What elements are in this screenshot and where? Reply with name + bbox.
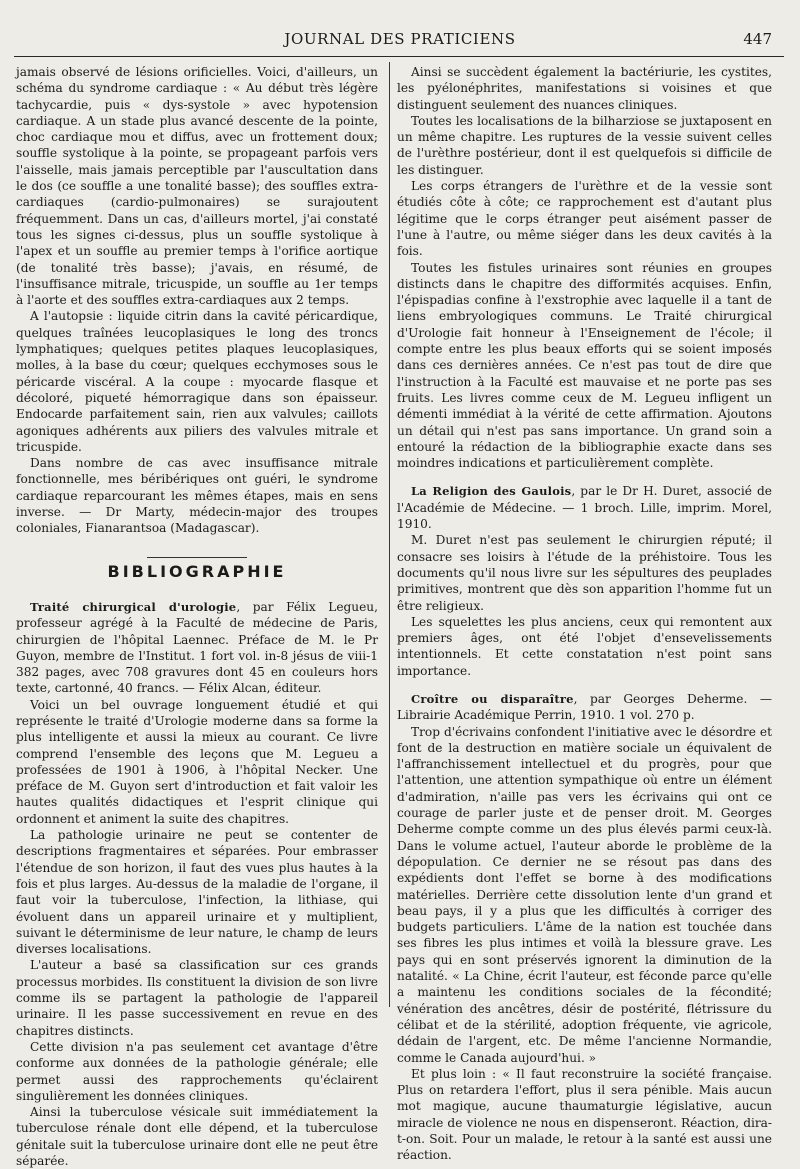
paragraph: Les corps étrangers de l'urèthre et de la vessie sont étudiés côte à côte; ce rapprochement est d'autant plus légitime que le corps étranger peut aisément passer de l'une à l'autre, ou même siéger dans les deux cavités à la fois. [397, 179, 772, 259]
book-entry [397, 691, 772, 724]
page-number: 447 [743, 30, 772, 48]
running-title: JOURNAL DES PRATICIENS [284, 30, 516, 48]
paragraph: Et plus loin : « Il faut reconstruire la société française. Plus on retardera l'effort, plus il sera pénible. Mais aucun mot magique, aucune thaumaturgie législative, aucun miracle de violence ne nous en dispenseront. Réaction, dira-t-on. Soit. Pour un malade, le retour à la santé est aussi une réaction. [397, 1066, 772, 1163]
paragraph: jamais observé de lésions orificielles. Voici, d'ailleurs, un schéma du syndrome cardiaque : « Au début très légère tachycardie, puis « dys-systole » avec hypotension cardiaque. A un stade plus avancé descente de la pointe, choc cardiaque mou et diffus, avec un frottement doux; souffle systolique à la pointe, se propageant parfois vers l'aisselle, mais jamais perceptible par l'auscultation dans le dos (ce souffle a une tonalité basse); des souffles extra-cardiaques (cardio-pulmonaires) se surajoutent fréquemment. Dans un cas, d'ailleurs mortel, j'ai constaté tous les signes ci-dessus, plus un souffle systolique à l'apex et un souffle au premier temps à l'orifice aortique (de tonalité très basse); j'avais, en résumé, de l'insuffisance mitrale, tricuspide, un souffle au 1er temps à l'aorte et des souffles extra-cardiaques aux 2 temps. [16, 65, 378, 308]
book-title: La Religion des Gaulois [411, 484, 572, 499]
paragraph: Toutes les fistules urinaires sont réunies en groupes distincts dans le chapitre des difformités acquises. Enfin, l'épispadias confine à l'exstrophie avec laquelle il a tant de liens embryologiques communs. Le Traité chirurgical d'Urologie fait honneur à l'Enseignement de l'école; il compte entre les plus beaux efforts qui se soient imposés dans ces dernières années. Ce n'est pas tout de dire que l'instruction à la Faculté est mauvaise et ne porte pas ses fruits. Les livres comme ceux de M. Legueu infligent un démenti immédiat à la vérité de cette affirmation. Ajoutons un détail qui n'est pas sans importance. Un grand soin a entouré la rédaction de la bibliographie exacte dans ses moindres indications et particulièrement complète. [397, 260, 772, 471]
paragraph: Dans nombre de cas avec insuffisance mitrale fonctionnelle, mes béribériques ont guéri, le syndrome cardiaque reparcourant les mêmes étapes, mais en sens inverse. — Dr Marty, médecin-major des troupes coloniales, Fianarantsoa (Madagascar). [16, 456, 378, 536]
paragraph: Ainsi se succèdent également la bactériurie, les cystites, les pyélonéphrites, manifestations si voisines et que distinguent seulement des nuances cliniques. [397, 65, 772, 112]
book-title: Croître ou disparaître [411, 691, 574, 706]
paragraph: Toutes les localisations de la bilharziose se juxtaposent en un même chapitre. Les ruptures de la vessie suivent celles de l'urèthre postérieur, dont il est quelquefois si difficile de les distinguer. [397, 113, 772, 177]
paragraph: M. Duret n'est pas seulement le chirurgien réputé; il consacre ses loisirs à l'étude de la préhistoire. Tous les documents qu'il nous livre sur les sépultures des peuplades primitives, montrent que dès son apparition l'homme fut un être religieux. [397, 533, 772, 613]
bibliography-heading: BIBLIOGRAPHIE [107, 561, 287, 581]
paragraph: L'auteur a basé sa classification sur ces grands processus morbides. Ils constituent la division de son livre comme ils se partagent la pathologie de l'appareil urinaire. Il les passe successivement en revue en des chapitres distincts. [16, 958, 378, 1038]
book-byline: , par Georges Deherme. — Librairie Académique Perrin, 1910. 1 vol. 270 p. [397, 691, 772, 723]
book-byline: , par le Dr H. Duret, associé de l'Académie de Médecine. — 1 broch. Lille, imprim. Morel, 1910. [397, 484, 772, 532]
paragraph: Voici un bel ouvrage longuement étudié et qui représente le traité d'Urologie moderne dans sa forme la plus intelligente et aussi la mieux au courant. Ce livre comprend l'ensemble des leçons que M. Legueu a professées de 1901 à 1906, à l'hôpital Necker. Une préface de M. Guyon sert d'introduction et fait valoir les hautes qualités didactiques et l'esprit clinique qui ordonnent et animent la suite des chapitres. [16, 697, 378, 826]
bibliography-heading-block [16, 557, 378, 581]
right-column [397, 64, 772, 1164]
book-entry [397, 483, 772, 532]
book-title: Traité chirurgical d'urologie [30, 599, 237, 614]
paragraph: Trop d'écrivains confondent l'initiative avec le désordre et font de la destruction en matière sociale un équivalent de l'affranchissement intellectuel et du progrès, pour que l'attention, une attention sympathique où entre un élément d'admiration, n'aille pas vers les écrivains qui ont ce courage de parler juste et de penser droit. M. Georges Deherme compte comme un des plus élevés parmi ceux-là. Dans le volume actuel, l'auteur aborde le problème de la dépopulation. Ce dernier ne se résout pas dans des expédients dont l'effet se borne à des modifications matérielles. Derrière cette dissolution lente d'un grand et beau pays, il y a plus que les difficultés à corriger des budgets particuliers. L'âme de la nation est touchée dans ses fibres les plus intimes et voilà la blessure grave. Les pays qui en sont préservés ignorent la diminution de la natalité. « La Chine, écrit l'auteur, est féconde parce qu'elle a maintenu les conditions sociales de la fécondité; vénération des ancêtres, désir de postérité, flétrissure du célibat et de la stérilité, adoption fréquente, vie agricole, dédain de l'argent, etc. De même l'ancienne Normandie, comme le Canada aujourd'hui. » [397, 724, 772, 1065]
book-entry [16, 599, 378, 697]
paragraph: Ainsi la tuberculose vésicale suit immédiatement la tuberculose rénale dont elle dépend, et la tuberculose génitale suit la tuberculose urinaire dont elle ne peut être séparée. [16, 1105, 378, 1168]
heading-rule [147, 557, 247, 558]
book-byline: , par Félix Legueu, professeur agrégé à la Faculté de médecine de Paris, chirurgien de l'hôpital Laennec. Préface de M. le Pr Guyon, membre de l'Institut. 1 fort vol. in-8 jésus de viii-1 382 pages, avec 708 gravures dont 45 en couleurs hors texte, cartonné, 40 francs. — Félix Alcan, éditeur. [16, 599, 378, 696]
paragraph: Les squelettes les plus anciens, ceux qui remontent aux premiers âges, ont été l'objet d'ensevelissements intentionnels. Et cette constatation n'est point sans importance. [397, 614, 772, 678]
page-header [14, 24, 786, 54]
paragraph: Cette division n'a pas seulement cet avantage d'être conforme aux données de la pathologie générale; elle permet aussi des rapprochements qu'éclairent singulièrement les données cliniques. [16, 1039, 378, 1103]
left-column [16, 64, 378, 1169]
paragraph: La pathologie urinaire ne peut se contenter de descriptions fragmentaires et séparées. Pour embrasser l'étendue de son horizon, il faut des vues plus hautes à la fois et plus larges. Au-dessus de la maladie de l'organe, il faut voir la tuberculose, l'infection, la lithiase, qui évoluent dans un appareil urinaire et y multiplient, suivant le déterminisme de leur nature, le champ de leurs diverses localisations. [16, 828, 378, 957]
paragraph: A l'autopsie : liquide citrin dans la cavité péricardique, quelques traînées leucoplasiques le long des troncs lymphatiques; quelques petites plaques leucoplasiques, molles, à la base du cœur; quelques ecchymoses sous le péricarde viscéral. A la coupe : myocarde flasque et décoloré, piqueté hémorragique dans son épaisseur. Endocarde parfaitement sain, rien aux valvules; caillots agoniques adhérents aux piliers des valvules mitrale et tricuspide. [16, 309, 378, 454]
header-rule [14, 56, 784, 57]
column-divider [389, 62, 390, 1007]
